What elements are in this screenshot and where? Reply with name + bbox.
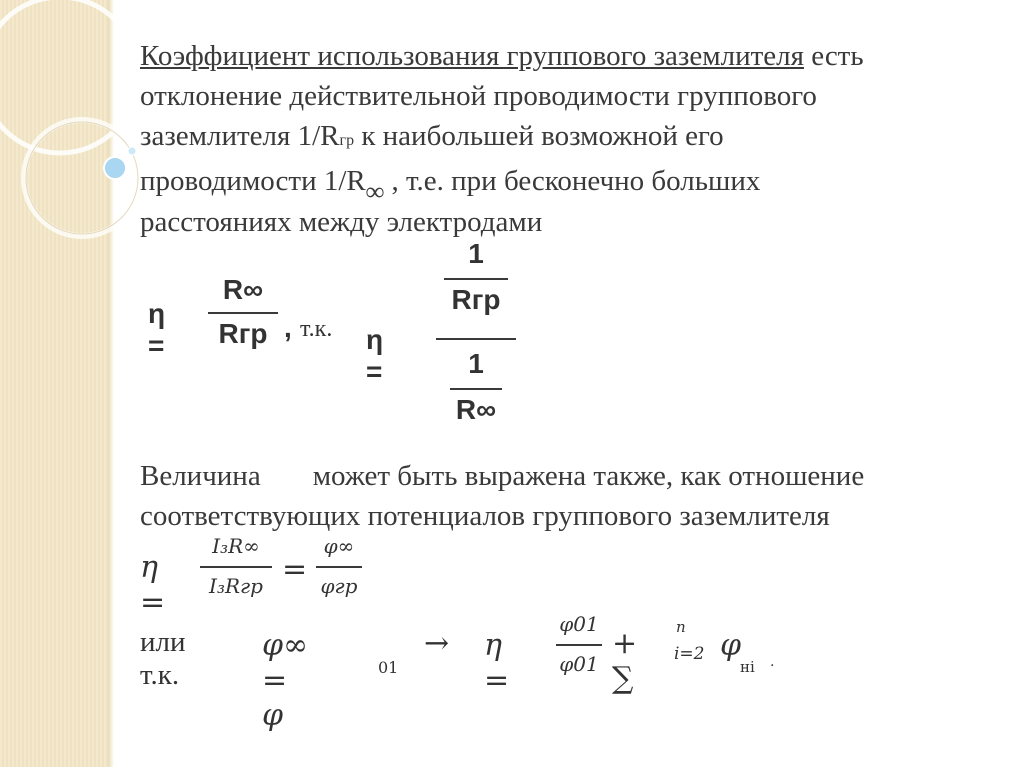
p1-line1: Коэффициент использования группового заземлителя есть [140, 40, 864, 72]
compound-fraction: 1 Rгр 1 R∞ [436, 238, 516, 438]
paragraph-1 [140, 36, 1000, 242]
fraction-phi01: φ01 φ01 [556, 608, 602, 688]
ili-tk: или т.к. [140, 626, 186, 691]
p1-line2: отклонение действительной проводимости группового [140, 80, 817, 112]
arrow-icon: → [424, 626, 450, 661]
fraction-i3: I₃R∞ I₃Rгр [200, 530, 272, 610]
p1-line5: расстояниях между электродами [140, 206, 543, 238]
paragraph-2 [140, 456, 1000, 536]
fraction-phi: φ∞ φгр [316, 530, 362, 610]
fraction-rinf-rgr: R∞ Rгр [208, 274, 278, 364]
p1-line4: проводимости 1/R∞ , т.е. при бесконечно больших [140, 165, 761, 206]
blue-dot-icon [104, 157, 126, 179]
sum-symbol: + ∑ [612, 626, 638, 696]
eta-equals-1: η = [148, 298, 166, 361]
eta-equals-2: η = [366, 324, 384, 387]
p1-line3: заземлителя 1/Rгр к наибольшей возможной его [140, 120, 724, 152]
p2-line1: Величина может быть выражена также, как отношение [140, 460, 865, 492]
p2-line2: соответствующих потенциалов группового заземлителя [140, 500, 830, 532]
p1-term: Коэффициент использования группового заземлителя [140, 40, 804, 72]
tk-label: т.к. [300, 316, 333, 342]
